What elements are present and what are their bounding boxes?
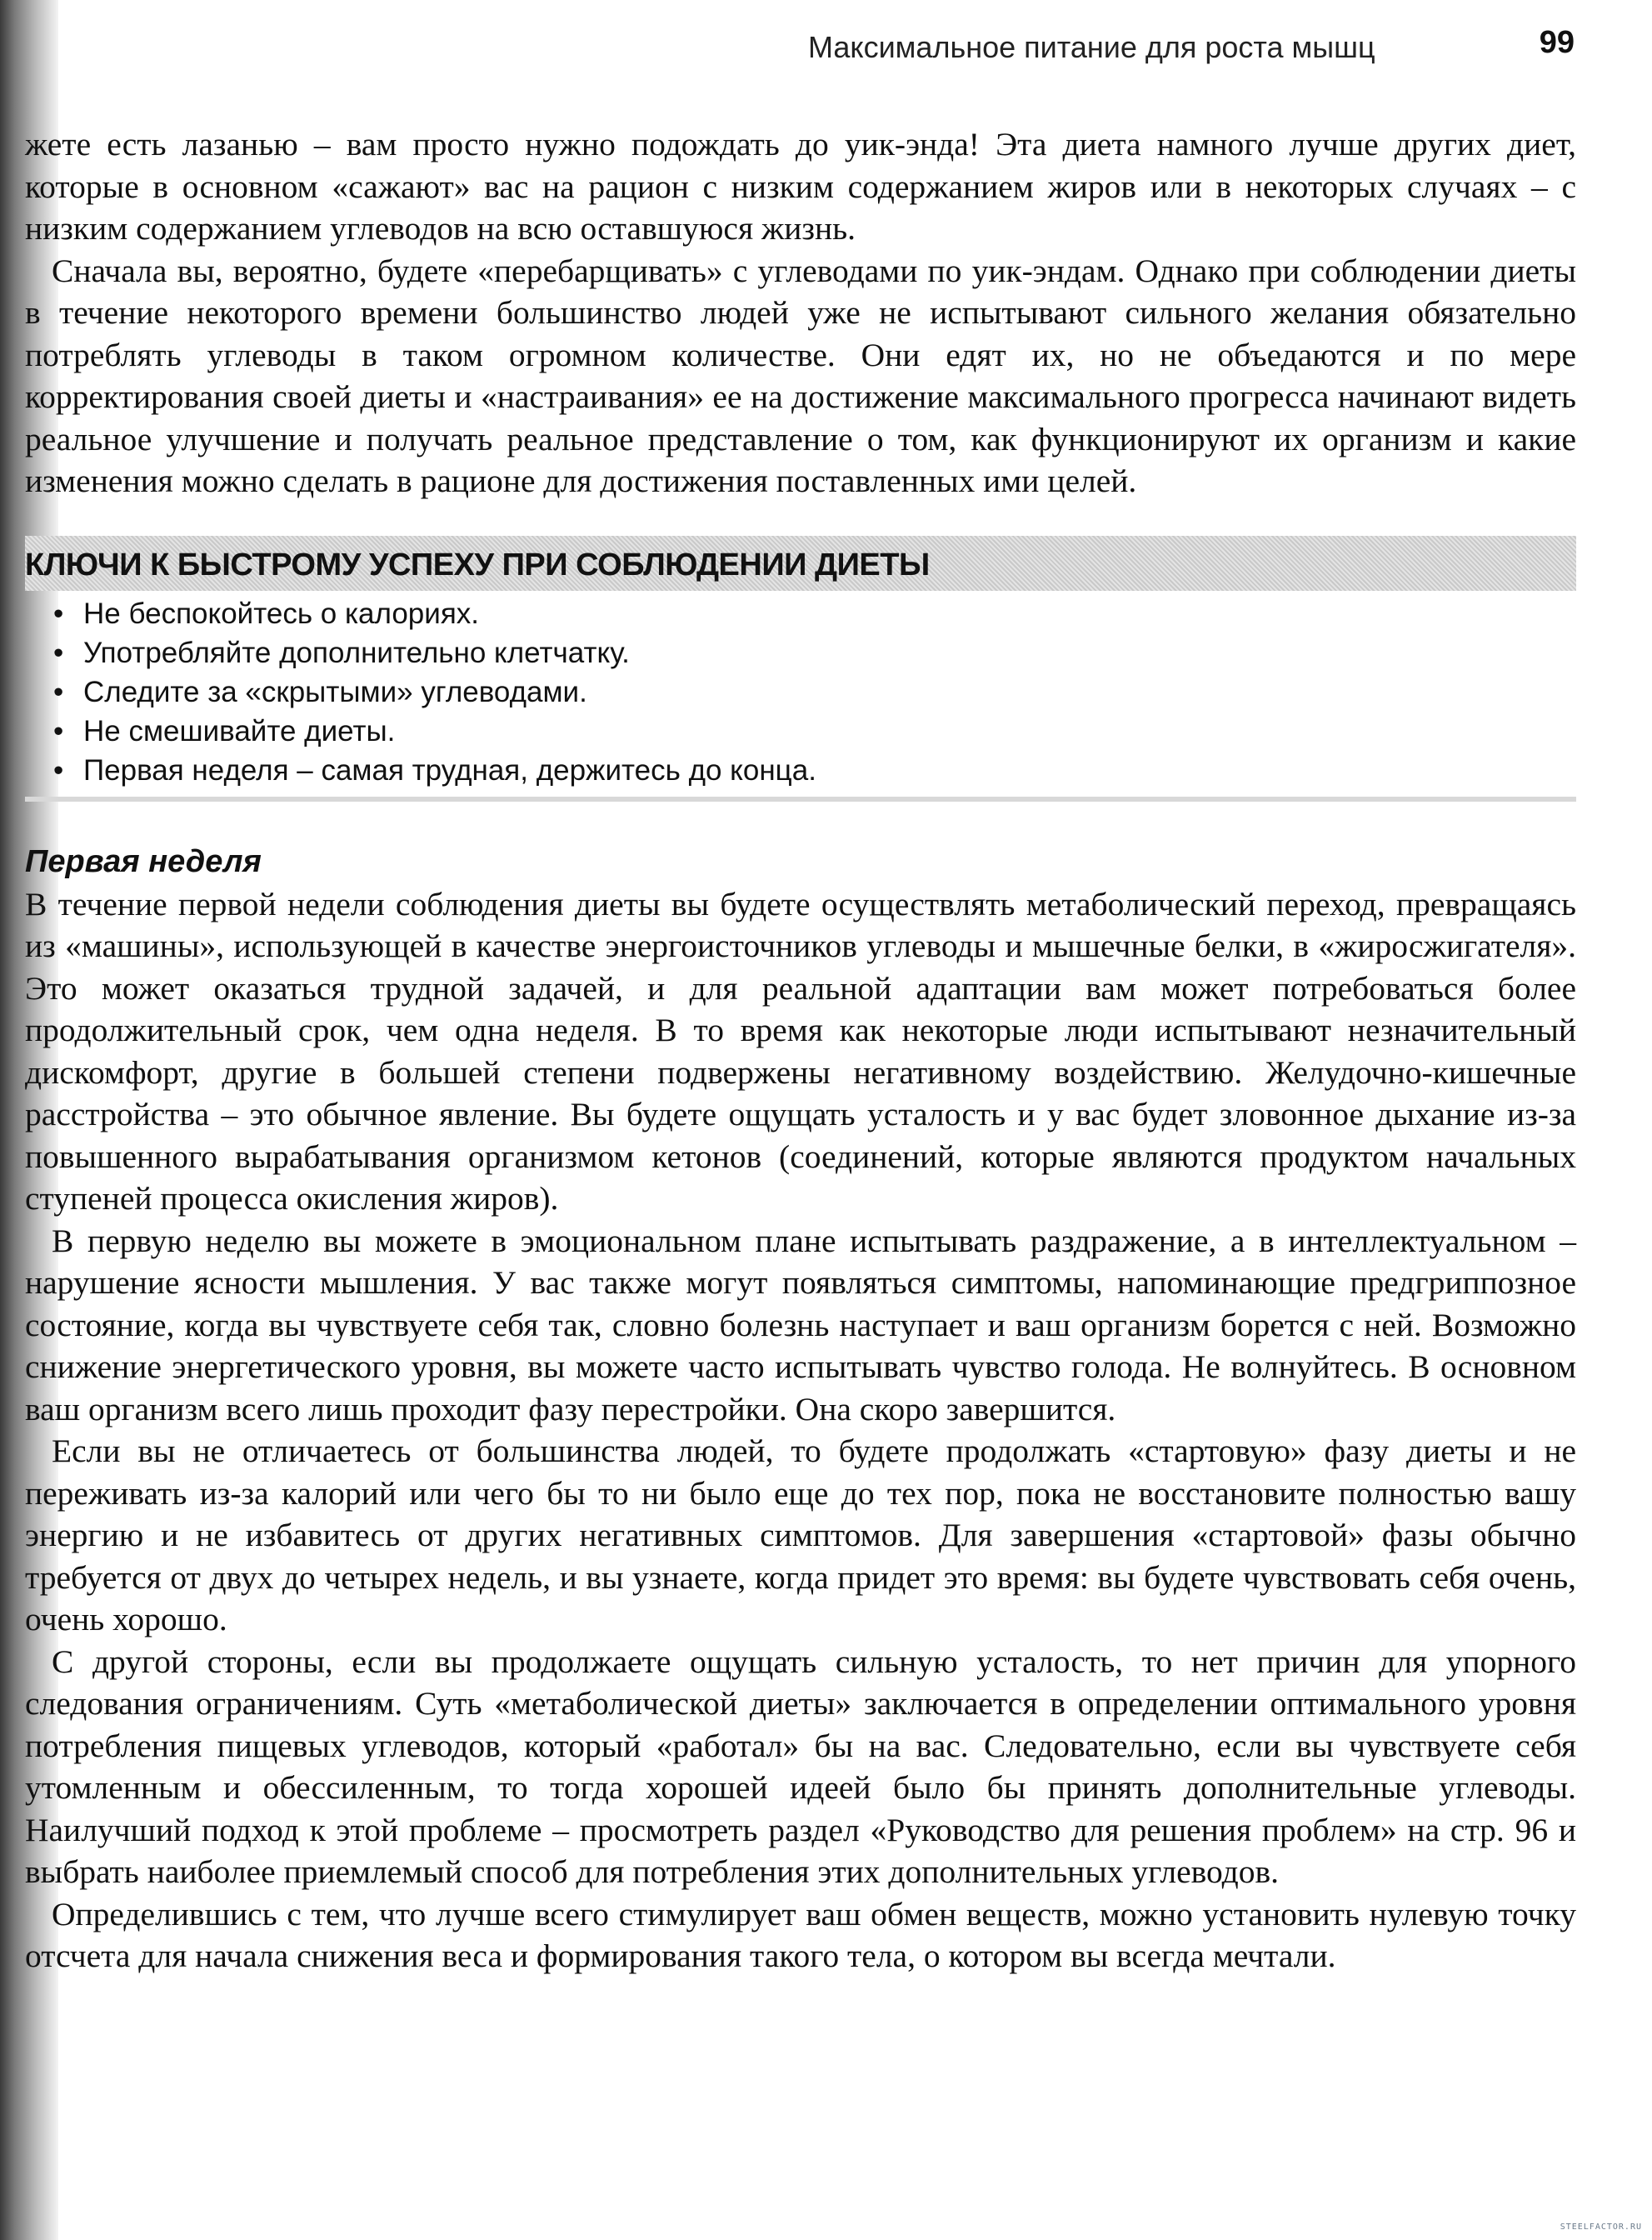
section-heading: Первая неделя [25,843,262,879]
bullet-icon: • [53,714,64,748]
page-header [808,25,1575,67]
intro-paragraph: Сначала вы, вероятно, будете «перебарщивать» с углеводами по уик-эндам. Однако при соблюдении диеты в течение некоторого времени большинство людей уже не испытывают сильного желания обязательно потреблять углеводы в таком огромном количестве. Они едят их, но не объедаются и по мере корректирования своей диеты и «настраивания» ее на достижение максимального прогресса начинают видеть реальное улучшение и получать реальное представление о том, как функционируют их организм и какие изменения можно сделать в рационе для достижения поставленных ими целей. [25,252,1576,499]
keys-list-item [53,712,1576,751]
bullet-icon: • [53,753,64,787]
section-paragraph: С другой стороны, если вы продолжаете ощущать сильную усталость, то нет причин для упорного следования ограничениям. Суть «метаболической диеты» заключается в определении оптимального уровня потребления пищевых углеводов, который «работал» бы на вас. Следовательно, если вы чувствуете себя утомленным и обессиленным, то тогда хорошей идеей было бы принять дополнительные углеводы. Наилучший подход к этой проблеме – просмотреть раздел «Руководство для решения проблем» на стр. 96 и выбрать наиболее приемлемый способ для потребления этих дополнительных углеводов. [25,1642,1576,1890]
keys-list-item-text: Следите за «скрытыми» углеводами. [83,675,587,708]
keys-list-item [53,633,1576,672]
keys-box-title: КЛЮЧИ К БЫСТРОМУ УСПЕХУ ПРИ СОБЛЮДЕНИИ ДИЕТЫ [25,547,930,582]
bullet-icon: • [53,636,64,669]
page-number: 99 [1539,25,1575,60]
page-content [25,123,1576,1978]
keys-box-header [25,536,1576,591]
keys-list [25,594,1576,802]
keys-list-item-text: Не смешивайте диеты. [83,714,396,748]
keys-list-item-text: Первая неделя – самая трудная, держитесь до конца. [83,753,816,787]
keys-list-item-text: Не беспокойтесь о калориях. [83,597,479,630]
section-paragraph: Определившись с тем, что лучше всего стимулирует ваш обмен веществ, можно установить нулевую точку отсчета для начала снижения веса и формирования такого тела, о котором вы всегда мечтали. [25,1895,1576,1974]
keys-list-item-text: Употребляйте дополнительно клетчатку. [83,636,630,669]
keys-list-item [53,672,1576,712]
intro-paragraph: жете есть лазанью – вам просто нужно подождать до уик-энда! Эта диета намного лучше других диет, которые в основном «сажают» вас на рацион с низким содержанием жиров или в некоторых случаях – с низким содержанием углеводов на всю оставшуюся жизнь. [25,126,1576,247]
running-title: Максимальное питание для роста мышц [808,30,1375,64]
keys-list-item [53,594,1576,633]
watermark: STEELFACTOR.RU [1560,2222,1642,2232]
section-paragraph: В течение первой недели соблюдения диеты вы будете осуществлять метаболический переход, превращаясь из «машины», использующей в качестве энергоисточников углеводы и мышечные белки, в «жиросжигателя». Это может оказаться трудной задачей, и для реальной адаптации вам может потребоваться более продолжительный срок, чем одна неделя. В то время как некоторые люди испытывают незначительный дискомфорт, другие в большей степени подвержены негативному воздействию. Желудочно-кишечные расстройства – это обычное явление. Вы будете ощущать усталость и у вас будет зловонное дыхание из-за повышенного вырабатывания организмом кетонов (соединений, которые являются продуктом начальных ступеней процесса окисления жиров). [25,885,1576,1217]
section-paragraph: Если вы не отличаетесь от большинства людей, то будете продолжать «стартовую» фазу диеты и не переживать из-за калорий или чего бы то ни было еще до тех пор, пока не восстановите полностью вашу энергию и не избавитесь от других негативных симптомов. Для завершения «стартовой» фазы обычно требуется от двух до четырех недель, и вы узнаете, когда придет это время: вы будете чувствовать себя очень, очень хорошо. [25,1432,1576,1638]
keys-list-item [53,751,1576,790]
bullet-icon: • [53,675,64,708]
bullet-icon: • [53,597,64,630]
section-paragraph: В первую неделю вы можете в эмоциональном плане испытывать раздражение, а в интеллектуальном – нарушение ясности мышления. У вас также могут появляться симптомы, напоминающие предгриппозное состояние, когда вы чувствуете себя так, словно болезнь наступает и ваш организм борется с ней. Возможно снижение энергетического уровня, вы можете часто испытывать чувство голода. Не волнуйтесь. В основном ваш организм всего лишь проходит фазу перестройки. Она скоро завершится. [25,1222,1576,1428]
